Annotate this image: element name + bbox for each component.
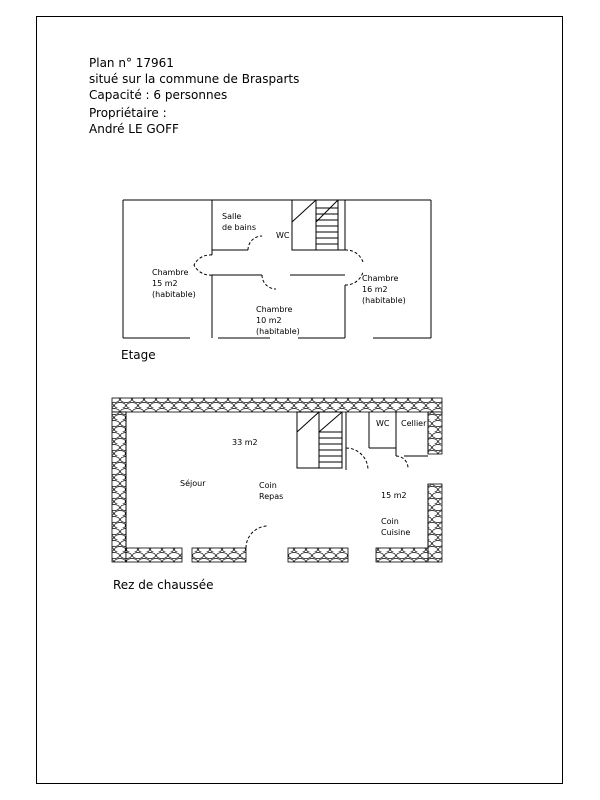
ground-living-label: Séjour (180, 479, 206, 488)
plan-capacity: Capacité : 6 personnes (89, 88, 228, 102)
ground-dining-label-2: Repas (259, 492, 284, 501)
upper-right-bedroom-area: 16 m2 (362, 285, 388, 294)
ground-main-area: 33 m2 (232, 438, 258, 447)
upper-mid-bedroom-note: (habitable) (256, 327, 300, 336)
upper-bath-label-2: de bains (222, 223, 256, 232)
ground-staircase (297, 412, 342, 468)
ground-dining-label-1: Coin (259, 481, 277, 490)
upper-left-bedroom-area: 15 m2 (152, 279, 178, 288)
upper-wc-label: WC (276, 231, 290, 240)
upper-mid-bedroom-area: 10 m2 (256, 316, 282, 325)
ground-cellar-label: Cellier (401, 419, 427, 428)
upper-right-bedroom-note: (habitable) (362, 296, 406, 305)
owner-name: André LE GOFF (89, 122, 179, 136)
plan-number: Plan n° 17961 (89, 56, 174, 70)
upper-staircase (292, 200, 338, 250)
ground-floor-caption: Rez de chaussée (113, 578, 214, 592)
ground-kitchen-label-1: Coin (381, 517, 399, 526)
upper-bath-label-1: Salle (222, 212, 242, 221)
ground-kitchen-area: 15 m2 (381, 491, 407, 500)
ground-kitchen-label-2: Cuisine (381, 528, 411, 537)
plan-commune: situé sur la commune de Brasparts (89, 72, 300, 86)
owner-label: Propriétaire : (89, 106, 167, 120)
upper-floor-caption: Etage (121, 348, 156, 362)
upper-left-bedroom-label: Chambre (152, 268, 189, 277)
upper-right-bedroom-label: Chambre (362, 274, 399, 283)
upper-mid-bedroom-label: Chambre (256, 305, 293, 314)
ground-wc-label: WC (376, 419, 390, 428)
upper-left-bedroom-note: (habitable) (152, 290, 196, 299)
